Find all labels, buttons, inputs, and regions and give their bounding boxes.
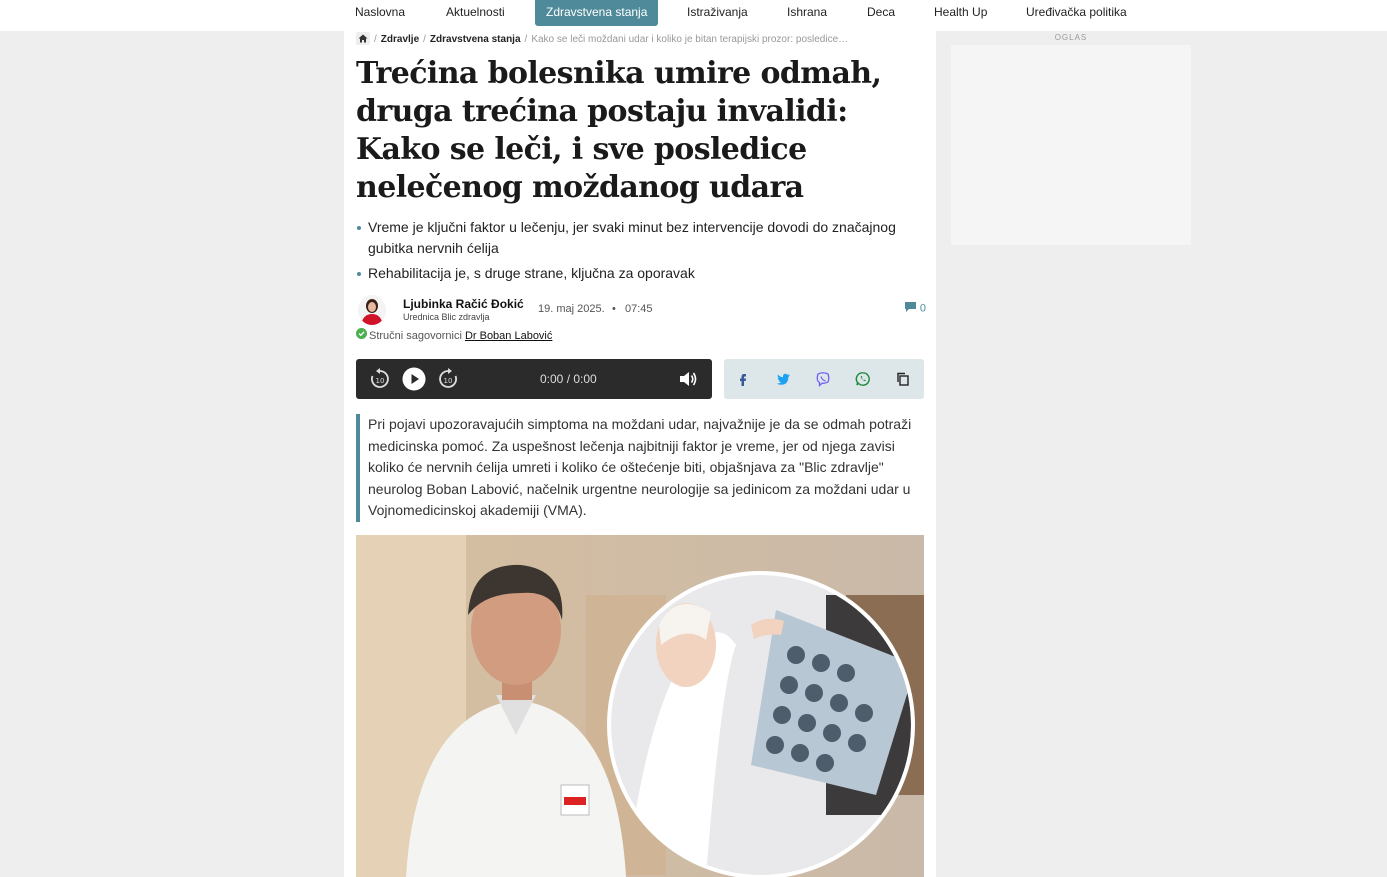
comments-button[interactable] xyxy=(904,301,926,316)
article-lead: Pri pojavi upozoravajućih simptoma na moždani udar, najvažnije je da se odmah potraži medicinska pomoć. Za uspešnost lečenja najbitniji faktor je vreme, jer od njega zavisi koliko će nervnih ćelija umreti i koliko će oštećenje biti, objašnjava za "Blic zdravlje" neurolog Boban Labović, načelnik urgentne neurologije sa jedinicom za moždani udar u Vojnomedicinskoj akademiji (VMA). xyxy=(356,414,924,522)
sidebar-ad-slot[interactable] xyxy=(951,45,1191,245)
twitter-icon[interactable] xyxy=(775,371,791,387)
experts-label: Stručni sagovornici xyxy=(369,329,462,342)
bullet-dot xyxy=(357,226,361,230)
nav-item-deca[interactable]: Deca xyxy=(867,5,896,19)
copy-icon[interactable] xyxy=(895,371,911,387)
date-time-separator: • xyxy=(612,303,616,315)
sidebar-ad-label: OGLAS xyxy=(1054,33,1088,42)
expert-link[interactable]: Dr Boban Labović xyxy=(464,329,553,342)
svg-text:10: 10 xyxy=(443,377,453,385)
breadcrumb-item-zdravlje[interactable]: Zdravlje xyxy=(380,34,420,46)
author-name[interactable]: Ljubinka Račić Đokić xyxy=(403,297,524,311)
comments-count: 0 xyxy=(919,302,926,315)
audio-player xyxy=(356,359,712,399)
rewind-10-icon[interactable] xyxy=(368,367,392,391)
nav-item-aktuelnosti[interactable]: Aktuelnosti xyxy=(446,5,505,19)
breadcrumb-separator: / xyxy=(423,34,426,46)
expert-sources xyxy=(356,329,552,343)
svg-text:10: 10 xyxy=(375,377,385,385)
comment-icon xyxy=(904,301,917,316)
article-column xyxy=(344,31,936,877)
author-byline xyxy=(356,295,926,327)
nav-item-urednicka-politika[interactable]: Uređivačka politika xyxy=(1026,5,1127,19)
nav-item-istrazivanja[interactable]: Istraživanja xyxy=(687,5,748,19)
highlight-item xyxy=(356,263,926,284)
breadcrumb xyxy=(356,33,848,47)
breadcrumb-separator: / xyxy=(374,34,377,46)
author-role: Urednica Blic zdravlja xyxy=(403,312,490,322)
share-bar xyxy=(724,359,924,399)
forward-10-icon[interactable] xyxy=(436,367,460,391)
whatsapp-icon[interactable] xyxy=(855,371,871,387)
play-button[interactable] xyxy=(402,367,426,391)
facebook-icon[interactable] xyxy=(735,371,751,387)
bullet-dot xyxy=(357,272,361,276)
highlight-item xyxy=(356,217,926,259)
top-navigation xyxy=(0,0,1387,31)
nav-item-ishrana[interactable]: Ishrana xyxy=(787,5,828,19)
publish-date: 19. maj 2025. xyxy=(538,303,605,315)
volume-icon[interactable] xyxy=(676,367,700,391)
breadcrumb-current: Kako se leči moždani udar i koliko je bitan terapijski prozor: posledice… xyxy=(531,34,849,46)
home-icon[interactable] xyxy=(356,32,370,45)
article-title: Trećina bolesnika umire odmah, druga trećina postaju invalidi: Kako se leči, i sve posledice nelečenog moždanog udara xyxy=(356,56,882,205)
player-time: 0:00 / 0:00 xyxy=(540,372,597,386)
highlight-text: Vreme je ključni faktor u lečenju, jer svaki minut bez intervencije dovodi do značajnog gubitka nervnih ćelija xyxy=(368,219,896,256)
nav-item-zdravstvena-stanja[interactable]: Zdravstvena stanja xyxy=(535,0,658,26)
article-hero-image[interactable] xyxy=(356,535,924,877)
nav-item-health-up[interactable]: Health Up xyxy=(934,5,988,19)
breadcrumb-separator: / xyxy=(524,34,528,46)
verified-check-icon xyxy=(356,328,367,342)
publish-time: 07:45 xyxy=(625,303,653,315)
highlight-text: Rehabilitacija je, s druge strane, ključna za oporavak xyxy=(368,265,695,281)
author-avatar[interactable] xyxy=(358,295,386,325)
viber-icon[interactable] xyxy=(815,371,831,387)
nav-item-naslovna[interactable]: Naslovna xyxy=(355,5,406,19)
article-highlights xyxy=(356,217,926,288)
breadcrumb-item-zdravstvena-stanja[interactable]: Zdravstvena stanja xyxy=(429,34,521,46)
